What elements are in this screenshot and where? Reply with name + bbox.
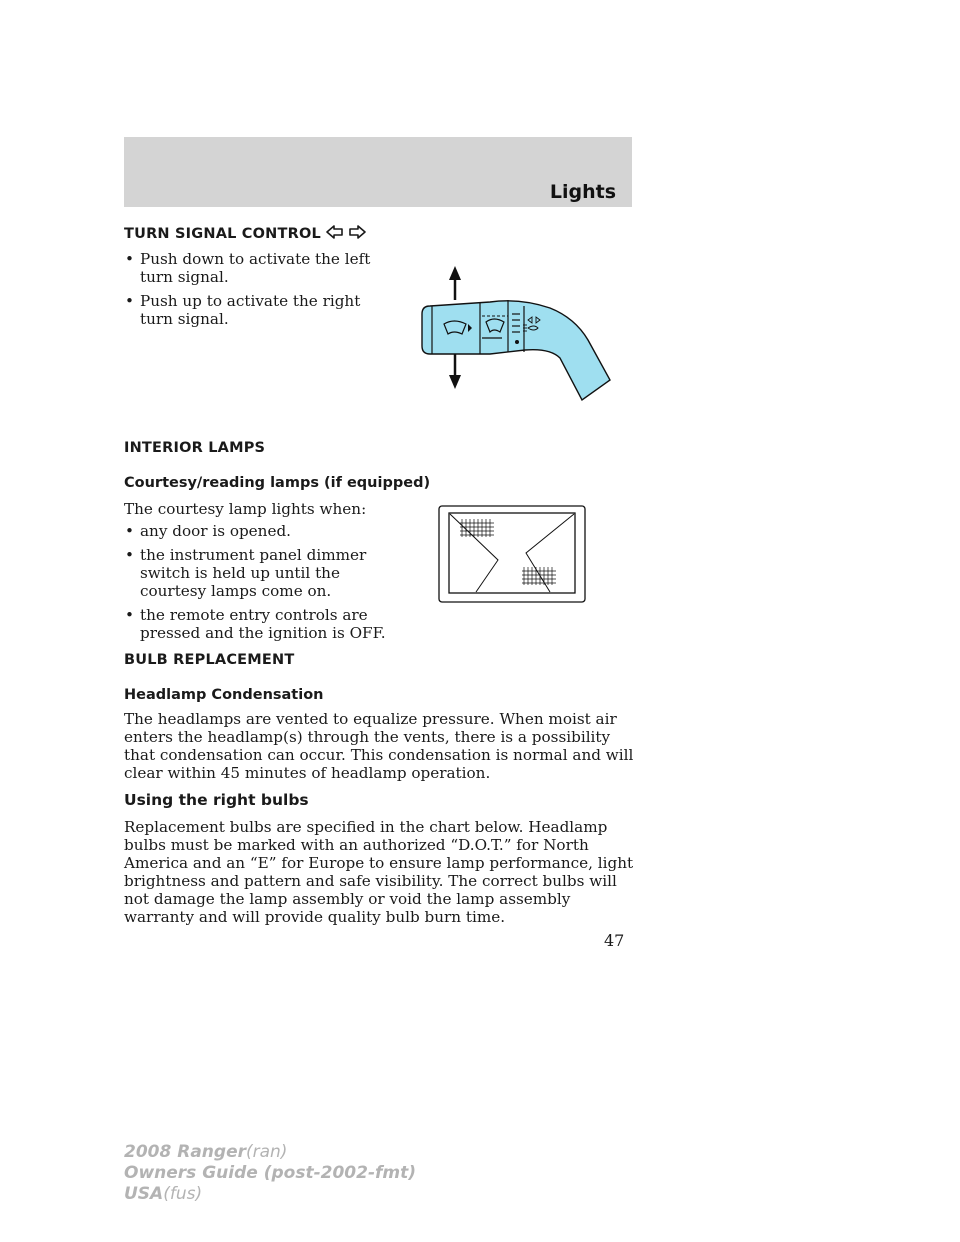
- courtesy-lamps-bullet-list: [124, 522, 394, 648]
- footer-market: USA: [124, 1184, 164, 1204]
- down-arrow-icon: [449, 375, 461, 389]
- bulb-replacement-heading: BULB REPLACEMENT: [124, 652, 295, 668]
- list-item: • Push down to activate the left turn signal.: [124, 250, 394, 286]
- list-item: • the remote entry controls are pressed and the ignition is OFF.: [124, 606, 394, 642]
- right-bulbs-heading: Using the right bulbs: [124, 791, 309, 809]
- list-item: • Push up to activate the right turn signal.: [124, 292, 394, 328]
- interior-lamps-heading: INTERIOR LAMPS: [124, 440, 266, 456]
- footer-market-code: (fus): [163, 1184, 203, 1204]
- turn-signal-bullet-list: [124, 250, 394, 334]
- turn-signal-heading: [124, 225, 366, 242]
- turn-signal-heading-text: TURN SIGNAL CONTROL: [124, 226, 321, 242]
- footer-line-1: [124, 1142, 287, 1163]
- courtesy-lamps-intro: The courtesy lamp lights when:: [124, 500, 367, 518]
- courtesy-lamps-subheading: Courtesy/reading lamps (if equipped): [124, 475, 431, 491]
- section-header-band: [124, 137, 632, 207]
- footer-guide: Owners Guide (post-2002-fmt): [124, 1163, 417, 1183]
- turn-signal-arrows-icon: [326, 225, 366, 239]
- headlamp-condensation-paragraph: The headlamps are vented to equalize pressure. When moist air enters the headlamp(s) through the vents, there is a possibility that condensation can occur. This condensation is normal and will clear within 45 minutes of headlamp operation.: [124, 710, 634, 782]
- list-item: • any door is opened.: [124, 522, 394, 540]
- section-title: Lights: [549, 181, 616, 203]
- headlamp-condensation-heading: Headlamp Condensation: [124, 687, 324, 703]
- footer-model-code: (ran): [245, 1142, 288, 1162]
- footer-model: 2008 Ranger: [124, 1142, 246, 1162]
- list-item: • the instrument panel dimmer switch is held up until the courtesy lamps come on.: [124, 546, 394, 600]
- footer-line-2: [124, 1163, 416, 1184]
- up-arrow-icon: [449, 266, 461, 280]
- right-bulbs-paragraph: Replacement bulbs are specified in the chart below. Headlamp bulbs must be marked with an authorized “D.O.T.” for North America and an “E” for Europe to ensure lamp performance, light brightness and pattern and safe visibility. The correct bulbs will not damage the lamp assembly or void the lamp assembly warranty and will provide quality bulb burn time.: [124, 818, 634, 926]
- turn-signal-stalk-illustration: [410, 258, 620, 406]
- page-number: 47: [604, 931, 625, 950]
- courtesy-lamp-illustration: [438, 505, 586, 603]
- footer-line-3: [124, 1184, 202, 1205]
